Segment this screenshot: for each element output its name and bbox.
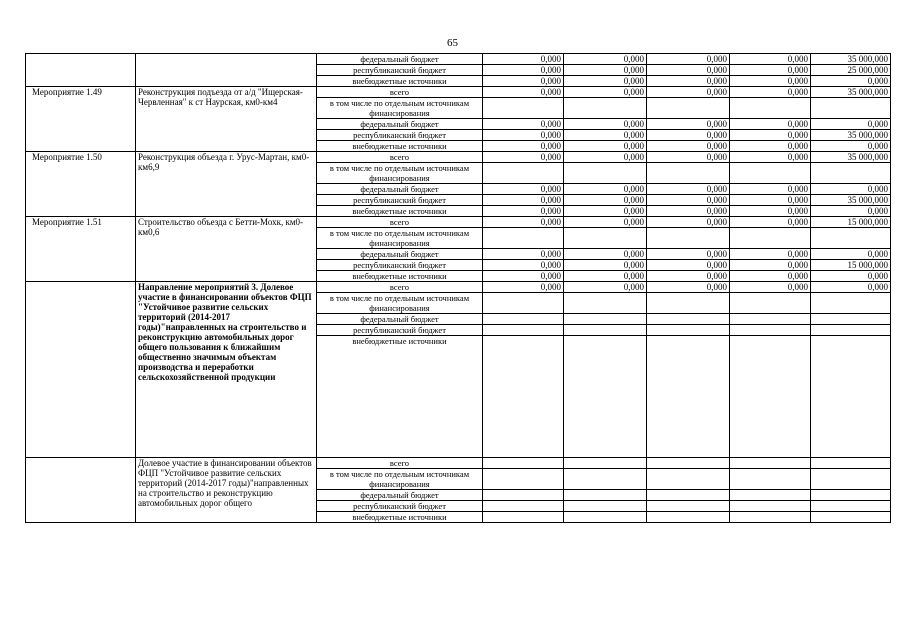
value-cell: 0,000 [483,282,564,293]
value-cell: 0,000 [483,152,564,163]
funding-source-cell: внебюджетные источники [317,206,483,217]
value-cell [483,228,564,249]
value-cell [730,325,811,336]
value-cell [730,228,811,249]
value-cell [647,458,730,469]
table-row [26,87,891,98]
value-cell: 0,000 [730,249,811,260]
funding-source-cell: в том числе по отдельным источникам финансирования [317,469,483,490]
funding-source-cell: всего [317,458,483,469]
value-cell [564,314,647,325]
value-cell: 0,000 [730,206,811,217]
value-cell: 0,000 [647,282,730,293]
description-cell: Реконструкция подъезда от а/д "Ищерская-Червленная" к ст Наурская, км0-км4 [136,87,317,152]
value-cell [483,501,564,512]
value-cell [483,98,564,119]
value-cell [647,490,730,501]
value-cell [647,325,730,336]
value-cell: 0,000 [730,195,811,206]
funding-source-cell: федеральный бюджет [317,314,483,325]
value-cell [564,458,647,469]
funding-source-cell: всего [317,217,483,228]
value-cell: 0,000 [730,271,811,282]
value-cell: 0,000 [730,282,811,293]
description-cell: Долевое участие в финансировании объектов ФЦП "Устойчивое развитие сельских территорий (2014-2017 годы)"направленных на строительство и реконструкцию автомобильных дорог общего [136,458,317,523]
funding-source-cell: всего [317,282,483,293]
value-cell: 0,000 [811,141,891,152]
funding-source-cell: республиканский бюджет [317,325,483,336]
value-cell: 0,000 [730,65,811,76]
value-cell [811,325,891,336]
funding-source-cell: всего [317,87,483,98]
value-cell: 0,000 [483,184,564,195]
value-cell: 0,000 [564,282,647,293]
funding-source-cell: в том числе по отдельным источникам финансирования [317,163,483,184]
description-cell: Реконструкция объезда г. Урус-Мартан, км0-км6,9 [136,152,317,217]
value-cell: 0,000 [564,217,647,228]
value-cell [730,314,811,325]
value-cell: 35 000,000 [811,152,891,163]
value-cell: 35 000,000 [811,87,891,98]
value-cell: 0,000 [647,119,730,130]
value-cell [564,469,647,490]
funding-source-cell: внебюджетные источники [317,336,483,458]
value-cell: 0,000 [564,206,647,217]
value-cell: 0,000 [647,76,730,87]
value-cell: 0,000 [647,271,730,282]
description-cell [136,54,317,87]
value-cell [811,490,891,501]
description-cell: Строительство объезда с Бетти-Мохк, км0-км0,6 [136,217,317,282]
value-cell: 0,000 [564,141,647,152]
value-cell [564,98,647,119]
value-cell: 0,000 [483,87,564,98]
value-cell: 0,000 [811,206,891,217]
value-cell: 0,000 [564,260,647,271]
value-cell: 0,000 [647,249,730,260]
value-cell: 0,000 [483,195,564,206]
value-cell: 0,000 [647,217,730,228]
value-cell [730,469,811,490]
value-cell: 0,000 [564,76,647,87]
value-cell [730,293,811,314]
table-row [26,458,891,469]
value-cell [811,501,891,512]
value-cell [647,314,730,325]
measure-cell: Мероприятие 1.51 [26,217,136,282]
value-cell [483,490,564,501]
funding-source-cell: республиканский бюджет [317,501,483,512]
value-cell [811,512,891,523]
value-cell: 0,000 [647,184,730,195]
value-cell [730,490,811,501]
value-cell [811,228,891,249]
value-cell [564,336,647,458]
value-cell [564,490,647,501]
funding-source-cell: республиканский бюджет [317,260,483,271]
table-row [26,217,891,228]
value-cell [811,469,891,490]
value-cell: 0,000 [564,271,647,282]
value-cell [811,293,891,314]
value-cell: 0,000 [483,65,564,76]
value-cell: 0,000 [483,249,564,260]
value-cell [564,501,647,512]
value-cell [647,469,730,490]
value-cell: 0,000 [483,271,564,282]
value-cell [564,325,647,336]
value-cell: 0,000 [483,76,564,87]
value-cell [564,512,647,523]
measure-cell [26,458,136,523]
value-cell: 0,000 [483,217,564,228]
value-cell: 35 000,000 [811,130,891,141]
value-cell [730,501,811,512]
value-cell: 0,000 [647,260,730,271]
funding-source-cell: федеральный бюджет [317,184,483,195]
value-cell [647,336,730,458]
value-cell [730,163,811,184]
value-cell: 0,000 [564,119,647,130]
value-cell [483,325,564,336]
value-cell [730,458,811,469]
value-cell [483,512,564,523]
value-cell: 0,000 [730,119,811,130]
value-cell: 0,000 [564,87,647,98]
value-cell [647,501,730,512]
value-cell: 15 000,000 [811,260,891,271]
value-cell [811,163,891,184]
table-row [26,54,891,65]
value-cell: 0,000 [730,141,811,152]
funding-source-cell: внебюджетные источники [317,512,483,523]
funding-source-cell: федеральный бюджет [317,119,483,130]
value-cell: 0,000 [811,282,891,293]
value-cell [730,336,811,458]
value-cell [811,336,891,458]
value-cell: 0,000 [647,130,730,141]
measure-cell [26,282,136,458]
measure-cell: Мероприятие 1.49 [26,87,136,152]
funding-source-cell: федеральный бюджет [317,54,483,65]
page-number: 65 [447,37,458,49]
value-cell: 0,000 [811,119,891,130]
value-cell: 0,000 [730,54,811,65]
value-cell [483,293,564,314]
value-cell: 0,000 [483,130,564,141]
value-cell: 0,000 [647,54,730,65]
value-cell [647,98,730,119]
funding-source-cell: в том числе по отдельным источникам финансирования [317,98,483,119]
value-cell [483,336,564,458]
value-cell [647,293,730,314]
value-cell [730,512,811,523]
value-cell: 0,000 [811,249,891,260]
funding-source-cell: республиканский бюджет [317,65,483,76]
value-cell: 0,000 [647,65,730,76]
value-cell: 35 000,000 [811,195,891,206]
value-cell: 0,000 [647,87,730,98]
value-cell [564,163,647,184]
value-cell: 0,000 [730,184,811,195]
value-cell [811,98,891,119]
value-cell: 0,000 [647,206,730,217]
funding-source-cell: федеральный бюджет [317,490,483,501]
funding-source-cell: внебюджетные источники [317,76,483,87]
value-cell: 0,000 [483,54,564,65]
value-cell: 0,000 [564,195,647,206]
value-cell: 0,000 [730,76,811,87]
value-cell: 0,000 [483,260,564,271]
value-cell: 0,000 [564,54,647,65]
value-cell: 0,000 [564,130,647,141]
funding-source-cell: внебюджетные источники [317,271,483,282]
value-cell: 0,000 [730,217,811,228]
value-cell: 0,000 [483,119,564,130]
value-cell [483,458,564,469]
value-cell [730,98,811,119]
value-cell [647,512,730,523]
measure-cell: Мероприятие 1.50 [26,152,136,217]
funding-source-cell: в том числе по отдельным источникам финансирования [317,228,483,249]
value-cell [564,293,647,314]
table-row [26,152,891,163]
value-cell [811,314,891,325]
value-cell: 35 000,000 [811,54,891,65]
value-cell: 0,000 [483,141,564,152]
description-cell: Направление мероприятий 3. Долевое участие в финансировании объектов ФЦП "Устойчивое развитие сельских территорий (2014-2017 годы)"направленных на строительство и реконструкцию автомобильных дорог общего пользования к ближайшим общественно значимым объектам производства и переработки сельскохозяйственной продукции [136,282,317,458]
funding-source-cell: всего [317,152,483,163]
value-cell [483,163,564,184]
value-cell: 0,000 [811,271,891,282]
value-cell: 0,000 [647,141,730,152]
funding-source-cell: федеральный бюджет [317,249,483,260]
value-cell [811,458,891,469]
value-cell: 0,000 [730,260,811,271]
funding-source-cell: республиканский бюджет [317,130,483,141]
value-cell: 0,000 [564,152,647,163]
value-cell [564,228,647,249]
value-cell: 0,000 [730,87,811,98]
value-cell: 0,000 [730,152,811,163]
value-cell: 0,000 [564,184,647,195]
value-cell: 0,000 [564,65,647,76]
value-cell [647,228,730,249]
value-cell: 0,000 [647,195,730,206]
value-cell [483,469,564,490]
value-cell: 0,000 [730,130,811,141]
value-cell: 0,000 [811,76,891,87]
value-cell: 0,000 [647,152,730,163]
funding-source-cell: внебюджетные источники [317,141,483,152]
funding-table [25,53,891,523]
value-cell [483,314,564,325]
value-cell: 25 000,000 [811,65,891,76]
value-cell: 15 000,000 [811,217,891,228]
value-cell: 0,000 [811,184,891,195]
funding-source-cell: в том числе по отдельным источникам финансирования [317,293,483,314]
value-cell: 0,000 [564,249,647,260]
value-cell: 0,000 [483,206,564,217]
value-cell [647,163,730,184]
table-row [26,282,891,293]
funding-source-cell: республиканский бюджет [317,195,483,206]
measure-cell [26,54,136,87]
